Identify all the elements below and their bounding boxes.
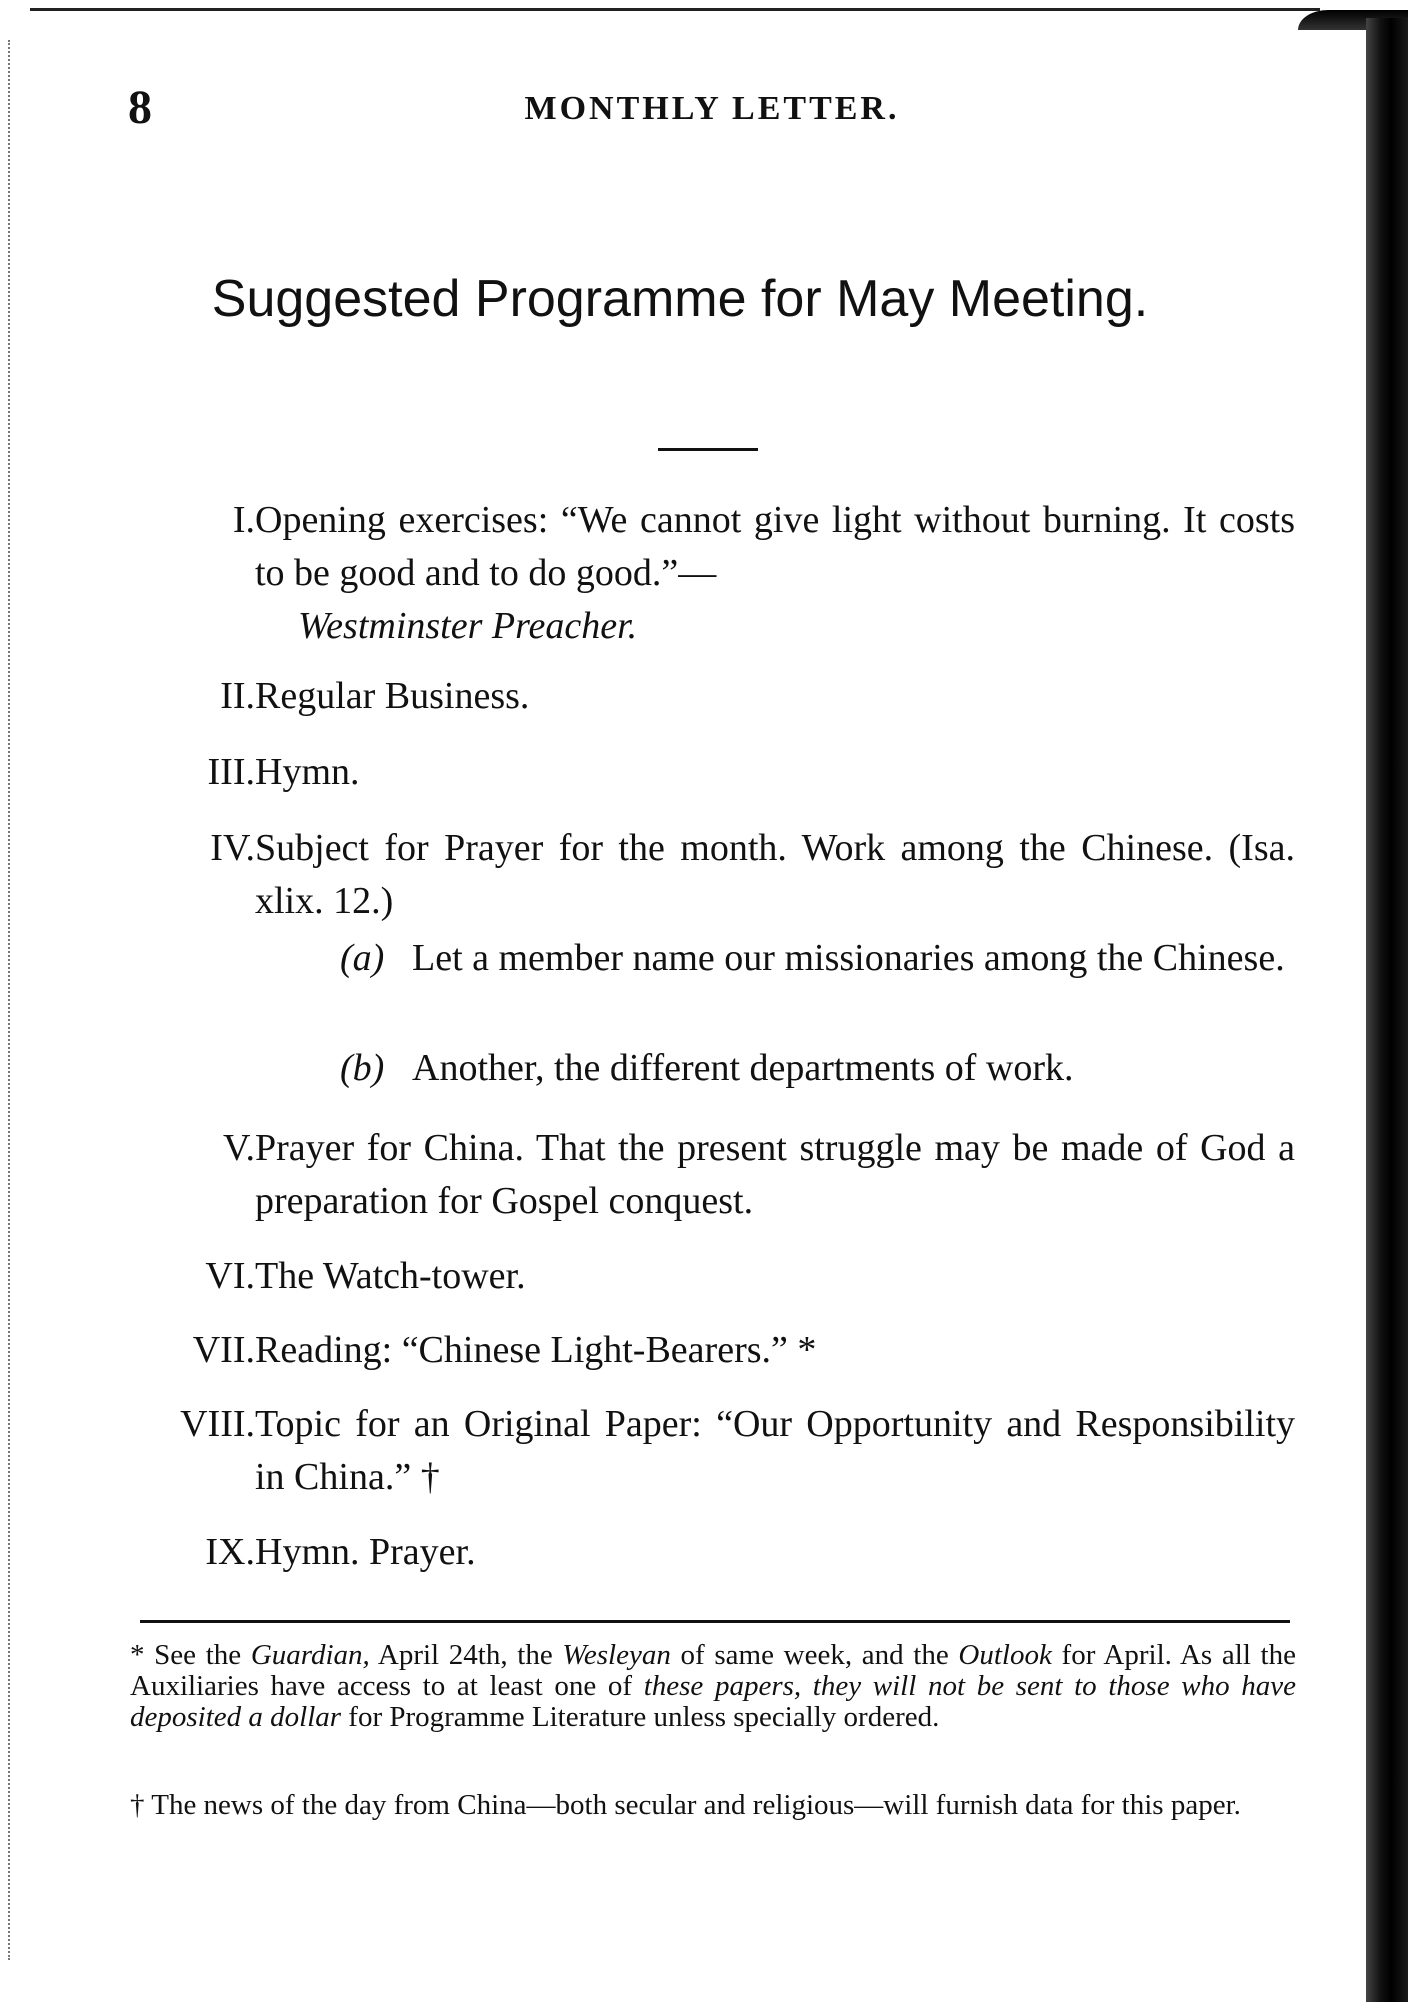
item-text: Regular Business. — [255, 675, 530, 717]
page-header — [128, 80, 1296, 140]
item-text: Hymn. — [255, 751, 360, 793]
item-number: VI. — [205, 1255, 255, 1297]
item-number: IX. — [205, 1531, 255, 1573]
item-text — [255, 494, 1295, 600]
item-text: Subject for Prayer for the month. Work among the Chinese. (Isa. xlix. 12.) — [255, 827, 1295, 922]
binding-edge — [1366, 18, 1408, 2002]
footnote-text: of same week, and the — [670, 1639, 959, 1671]
page-number: 8 — [128, 81, 152, 134]
footnote-text: for April. As all the Auxiliaries have access to at least one of — [130, 1639, 1296, 1702]
footnote-star — [130, 1640, 1296, 1733]
title-rule — [658, 448, 758, 451]
running-head: MONTHLY LETTER. — [524, 90, 900, 127]
item-text: Prayer for China. That the present struggle may be made of God a preparation for Gospel conquest. — [255, 1127, 1295, 1222]
footnote-text: * See the — [130, 1639, 251, 1671]
item-attribution: Westminster Preacher. — [298, 605, 638, 647]
footnote-dagger: † The news of the day from China—both secular and religious—will furnish data for this paper. — [130, 1789, 1241, 1821]
sub-item-letter: (b) — [340, 1047, 385, 1089]
top-border-rule — [30, 8, 1320, 11]
publication-wesleyan: Wesleyan — [562, 1639, 671, 1671]
item-text: Reading: “Chinese Light-Bearers.” * — [255, 1329, 817, 1371]
item-number: III. — [207, 751, 255, 793]
item-number: II. — [220, 675, 255, 717]
publication-outlook: Outlook — [958, 1639, 1052, 1671]
footnote-text: for Programme Literature unless specially ordered. — [341, 1701, 940, 1733]
publication-guardian: Guardian, — [250, 1639, 370, 1671]
item-text: The Watch-tower. — [255, 1255, 526, 1297]
sub-item-text: Another, the different departments of work. — [412, 1047, 1074, 1089]
item-number: I. — [232, 499, 255, 541]
footnote-text: April 24th, the — [369, 1639, 563, 1671]
item-number: V. — [222, 1127, 255, 1169]
item-text: Hymn. Prayer. — [255, 1531, 476, 1573]
left-margin-dots — [8, 40, 13, 1960]
item-number: VIII. — [180, 1403, 255, 1445]
sub-item-text: Let a member name our missionaries among the Chinese. — [412, 937, 1285, 979]
footnote-italic-text: these papers, they will not be sent to those who have deposited a dollar — [130, 1670, 1296, 1733]
item-text-main: Opening exercises: “We cannot give light without burning. It costs to be good and to do good.”— — [255, 499, 1295, 594]
footnote-rule — [140, 1620, 1290, 1623]
item-text: Topic for an Original Paper: “Our Opportunity and Responsibility in China.” † — [255, 1403, 1295, 1498]
sub-item-letter: (a) — [340, 937, 385, 979]
item-number: IV. — [210, 827, 255, 869]
page-title: Suggested Programme for May Meeting. — [211, 270, 1149, 328]
item-number: VII. — [192, 1329, 255, 1371]
